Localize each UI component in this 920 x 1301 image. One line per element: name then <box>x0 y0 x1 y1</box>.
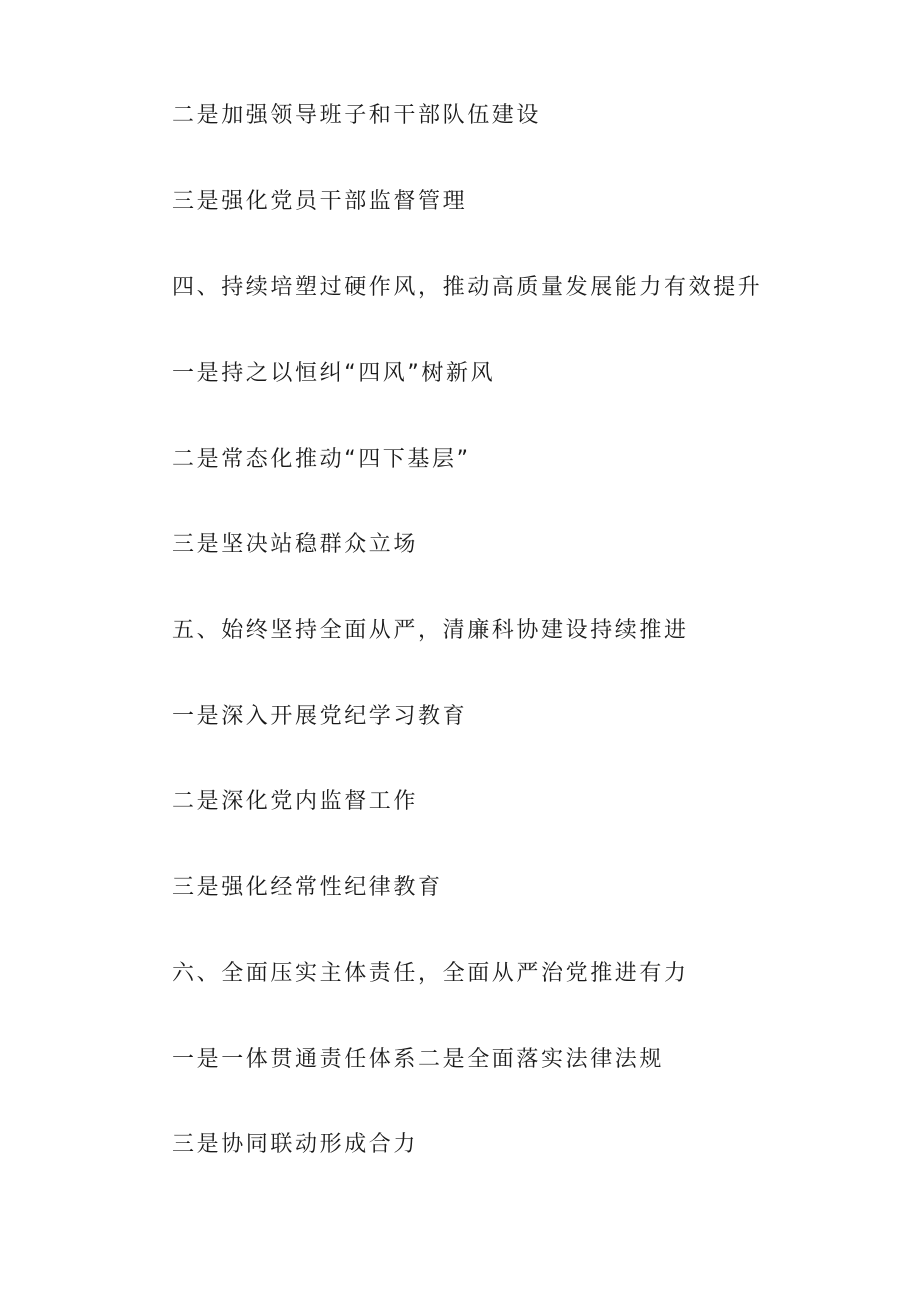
sub-item-line: 二是常态化推动“四下基层” <box>172 447 471 472</box>
sub-item-line: 三是强化经常性纪律教育 <box>172 875 443 900</box>
sub-item-line: 三是坚决站稳群众立场 <box>172 532 419 557</box>
sub-item-line: 二是深化党内监督工作 <box>172 789 419 814</box>
sub-item-line: 一是持之以恒纠“四风”树新风 <box>172 361 496 386</box>
sub-item-line: 一是一体贯通责任体系二是全面落实法律法规 <box>172 1047 665 1072</box>
sub-item-line: 二是加强领导班子和干部队伍建设 <box>172 103 542 128</box>
section-heading: 四、持续培塑过硬作风，推动高质量发展能力有效提升 <box>172 275 763 300</box>
section-heading: 六、全面压实主体责任，全面从严治党推进有力 <box>172 961 689 986</box>
sub-item-line: 一是深入开展党纪学习教育 <box>172 704 468 729</box>
section-heading: 五、始终坚持全面从严，清廉科协建设持续推进 <box>172 618 689 643</box>
sub-item-line: 三是协同联动形成合力 <box>172 1132 419 1157</box>
sub-item-line: 三是强化党员干部监督管理 <box>172 189 468 214</box>
